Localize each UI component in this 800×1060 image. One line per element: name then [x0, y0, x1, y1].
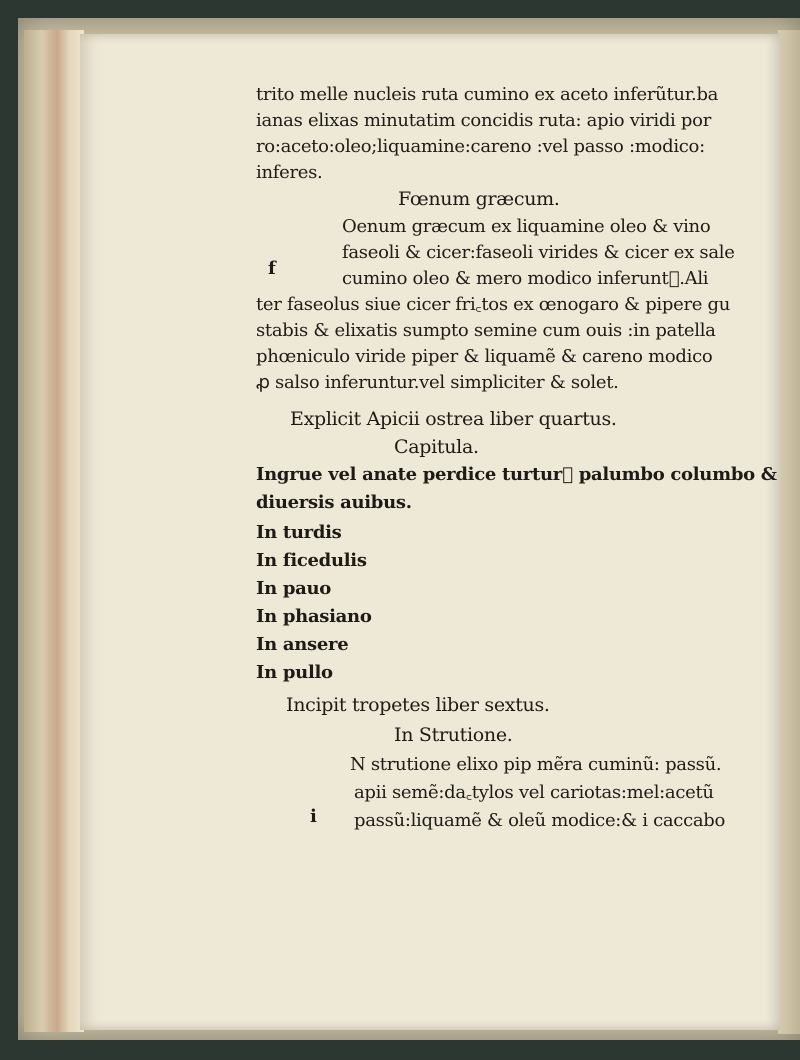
text-line: apii semẽ:da꜀tylos vel cariotas:mel:acetũ	[354, 782, 714, 803]
list-item: In turdis	[256, 522, 342, 543]
section-heading: In Strutione.	[394, 724, 513, 746]
list-item: In phasiano	[256, 606, 372, 627]
text-line: ter faseolus siue cicer fri꜀tos ex œnogaro & pipere gu	[256, 294, 731, 315]
text-line: inferes.	[256, 162, 323, 183]
list-item: In ficedulis	[256, 550, 367, 571]
text-line: ro:aceto:oleo;liquamine:careno :vel passo :modico:	[256, 136, 705, 157]
text-line: cumino oleo & mero modico inferunt᷑.Ali	[342, 268, 709, 289]
text-line: Ingrue vel anate perdice turtur᷑ palumbo columbo &	[256, 464, 777, 485]
incipit-heading: Incipit tropetes liber sextus.	[286, 694, 550, 716]
text-line: ianas elixas minutatim concidis ruta: apio viridi por	[256, 110, 711, 131]
text-line: stabis & elixatis sumpto semine cum ouis :in patella	[256, 320, 716, 341]
text-line: passũ:liquamẽ & oleũ modice:& i caccabo	[354, 810, 726, 831]
list-item: In ansere	[256, 634, 349, 655]
page-edge-right	[778, 30, 800, 1034]
section-heading: Fœnum græcum.	[398, 188, 560, 210]
text-line: N strutione elixo pip mẽra cuminũ: passũ.	[350, 754, 722, 775]
page-edges-left	[24, 30, 84, 1032]
text-line: trito melle nucleis ruta cumino ex aceto inferũtur.ba	[256, 84, 719, 105]
text-line: ꝓ salso inferuntur.vel simpliciter & solet.	[256, 372, 619, 393]
list-item: In pauo	[256, 578, 332, 599]
text-line: phœniculo viride piper & liquamẽ & careno modico	[256, 346, 713, 367]
margin-mark-i: i	[310, 806, 317, 827]
text-line: Oenum græcum ex liquamine oleo & vino	[342, 216, 711, 237]
capitula-heading: Capitula.	[394, 436, 479, 458]
explicit-heading: Explicit Apicii ostrea liber quartus.	[290, 408, 617, 430]
list-item: In pullo	[256, 662, 333, 683]
text-line: diuersis auibus.	[256, 492, 412, 513]
text-line: faseoli & cicer:faseoli virides & cicer ex sale	[342, 242, 735, 263]
book-page	[80, 34, 780, 1030]
margin-mark-f: f	[268, 258, 276, 279]
